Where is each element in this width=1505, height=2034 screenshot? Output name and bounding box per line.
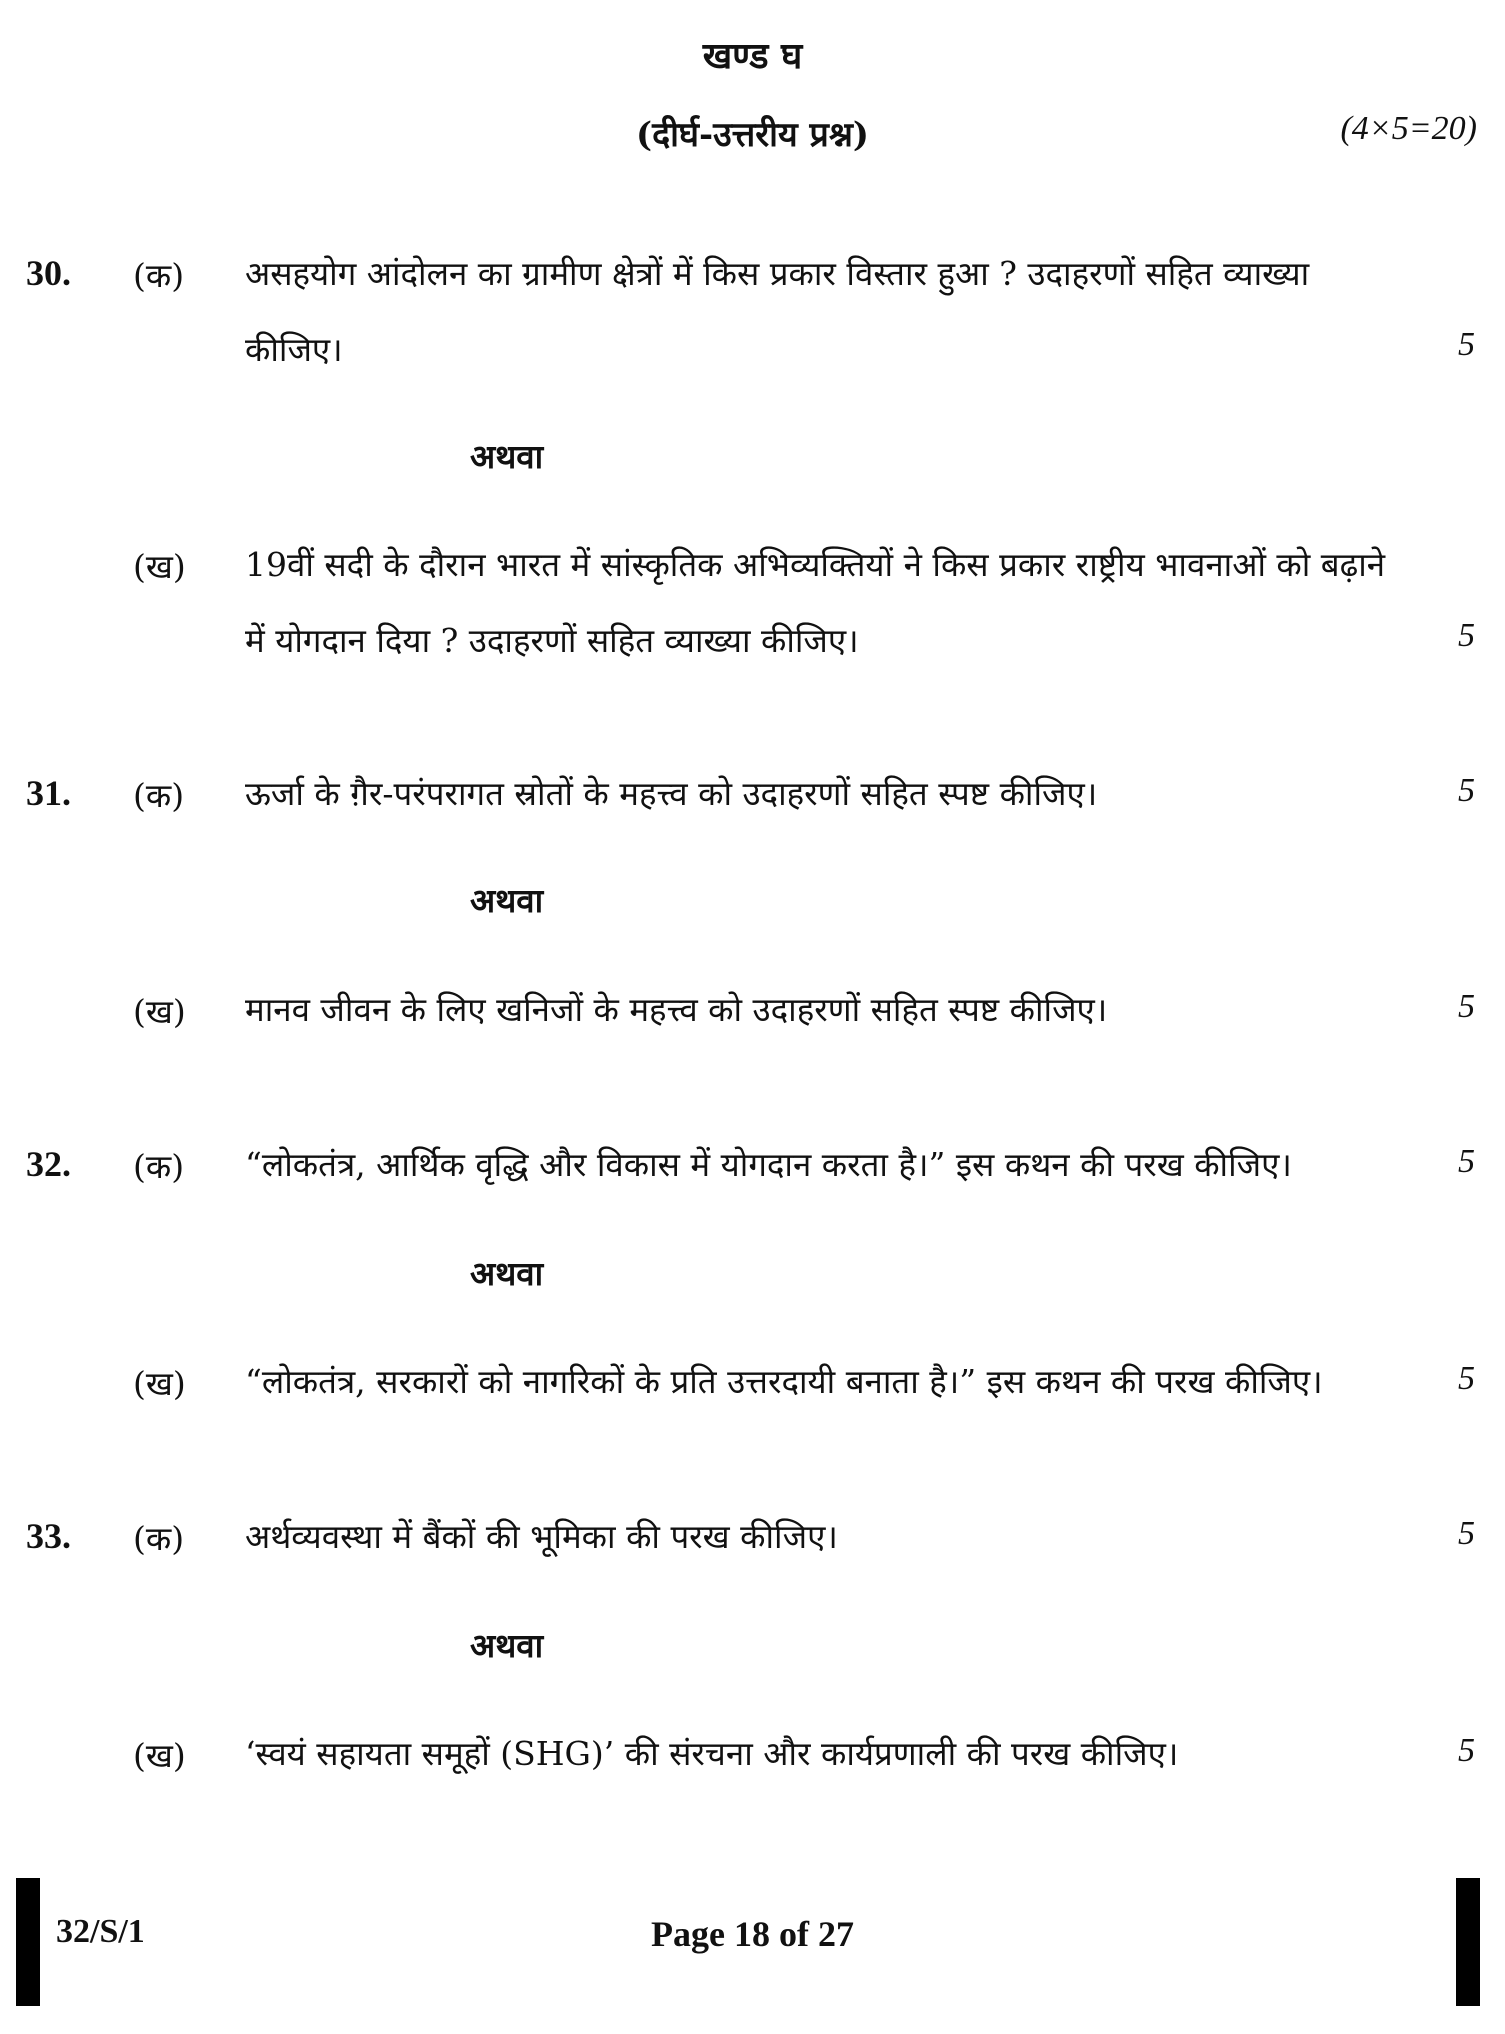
question-marks: 5 <box>1458 988 1475 1025</box>
question-text: ऊर्जा के ग़ैर-परंपरागत स्रोतों के महत्त्व को उदाहरणों सहित स्पष्ट कीजिए। <box>245 774 1098 813</box>
part-label: (क) <box>133 776 185 815</box>
or-separator: अथवा <box>470 437 544 476</box>
question-number: 30. <box>26 253 71 293</box>
question-marks: 5 <box>1458 1360 1475 1397</box>
question-marks: 5 <box>1458 326 1475 363</box>
question-marks: 5 <box>1458 1143 1475 1180</box>
question-marks: 5 <box>1458 617 1475 654</box>
or-separator: अथवा <box>470 1626 544 1665</box>
part-label: (क) <box>133 1147 185 1186</box>
question-number: 33. <box>26 1516 71 1556</box>
question-marks: 5 <box>1458 1515 1475 1552</box>
part-label: (ख) <box>133 1364 186 1403</box>
question-text: “लोकतंत्र, सरकारों को नागरिकों के प्रति उत्तरदायी बनाता है।” इस कथन की परख कीजिए। <box>245 1362 1323 1401</box>
part-label: (ख) <box>133 992 186 1031</box>
question-text: “लोकतंत्र, आर्थिक वृद्धि और विकास में योगदान करता है।” इस कथन की परख कीजिए। <box>245 1145 1292 1184</box>
question-text: 19वीं सदी के दौरान भारत में सांस्कृतिक अभिव्यक्तियों ने किस प्रकार राष्ट्रीय भावनाओं को बढ़ाने में योगदान दिया ? उदाहरणों सहित व्याख्या कीजिए। <box>245 545 1386 660</box>
section-subtitle: (दीर्घ-उत्तरीय प्रश्न) <box>635 115 870 155</box>
question-text: अर्थव्यवस्था में बैंकों की भूमिका की परख कीजिए। <box>245 1517 838 1556</box>
question-marks: 5 <box>1458 1732 1475 1769</box>
page-number: Page 18 of 27 <box>651 1914 854 1954</box>
part-label: (क) <box>133 1519 185 1558</box>
question-text: ‘स्वयं सहायता समूहों (SHG)’ की संरचना और कार्यप्रणाली की परख कीजिए। <box>245 1734 1179 1773</box>
or-separator: अथवा <box>470 1254 544 1293</box>
or-separator: अथवा <box>470 881 544 920</box>
section-title: खण्ड घ <box>702 35 803 77</box>
question-marks: 5 <box>1458 772 1475 809</box>
footer-right-bar <box>1456 1878 1480 2006</box>
question-number: 32. <box>26 1144 71 1184</box>
part-label: (ख) <box>133 547 186 586</box>
part-label: (क) <box>133 256 185 295</box>
part-label: (ख) <box>133 1736 186 1775</box>
marks-scheme: (4×5=20) <box>1340 110 1477 147</box>
question-number: 31. <box>26 773 71 813</box>
paper-code: 32/S/1 <box>56 1913 145 1950</box>
question-text: असहयोग आंदोलन का ग्रामीण क्षेत्रों में किस प्रकार विस्तार हुआ ? उदाहरणों सहित व्याख्या कीजिए। <box>245 254 1310 369</box>
question-text: मानव जीवन के लिए खनिजों के महत्त्व को उदाहरणों सहित स्पष्ट कीजिए। <box>245 990 1108 1029</box>
